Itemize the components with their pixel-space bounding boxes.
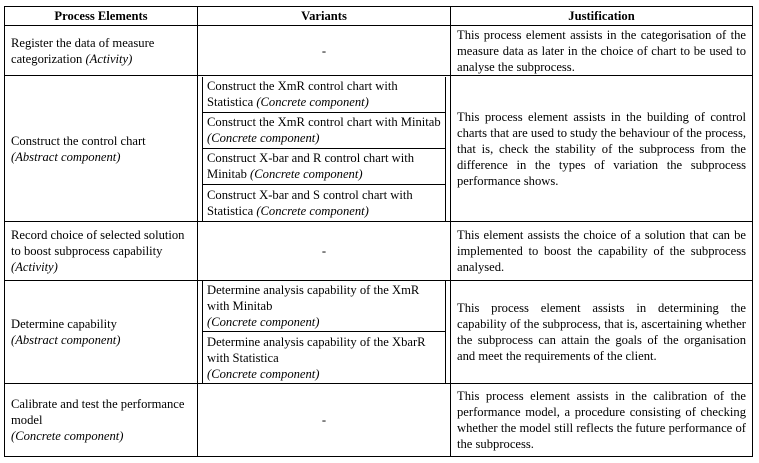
variants-cell bbox=[198, 76, 451, 222]
header-row bbox=[5, 7, 753, 26]
process-element-cell bbox=[5, 280, 198, 384]
process-element-name: Register the data of measure categorization bbox=[11, 35, 155, 66]
process-element-type: (Abstract component) bbox=[11, 149, 121, 164]
process-element-type: (Abstract component) bbox=[11, 333, 121, 348]
process-element-type: (Activity) bbox=[11, 260, 58, 275]
process-element-cell bbox=[5, 384, 198, 457]
header-process-elements: Process Elements bbox=[5, 7, 198, 26]
justification-text: This process element assists in determining the capability of the subprocess, that is, ascertaining whether the subprocess can attain the goals of the organisation and meet the requirements of the client. bbox=[457, 301, 746, 364]
process-element-cell bbox=[5, 76, 198, 222]
justification-text: This element assists the choice of a solution that can be implemented to boost the capability of the subprocess analysed. bbox=[457, 228, 746, 275]
process-element-name: Record choice of selected solution to boost subprocess capability bbox=[11, 228, 185, 259]
justification-cell bbox=[451, 384, 753, 457]
variant-type: (Concrete component) bbox=[250, 167, 363, 182]
variant-type: (Concrete component) bbox=[256, 95, 369, 110]
table-row bbox=[5, 76, 753, 222]
header-variants: Variants bbox=[198, 7, 451, 26]
justification-text: This process element assists in the categorisation of the measure data as later in the choice of chart to be used to analyse the subprocess. bbox=[457, 27, 746, 74]
variant-item bbox=[202, 332, 446, 383]
variant-type: (Concrete component) bbox=[207, 366, 320, 381]
variants-cell bbox=[198, 280, 451, 384]
variants-dash: - bbox=[198, 384, 451, 457]
variant-text: Determine analysis capability of the XbarR with Statistica bbox=[207, 334, 426, 365]
variant-item bbox=[202, 185, 446, 221]
variant-item bbox=[202, 281, 446, 332]
variants-dash: - bbox=[198, 26, 451, 76]
justification-cell bbox=[451, 76, 753, 222]
process-element-type: (Concrete component) bbox=[11, 429, 124, 444]
variant-item bbox=[202, 149, 446, 185]
header-justification: Justification bbox=[451, 7, 753, 26]
variant-type: (Concrete component) bbox=[256, 203, 369, 218]
justification-cell bbox=[451, 280, 753, 384]
justification-text: This process element assists in the building of control charts that are used to study the behaviour of the process, that is, check the stability of the subprocess from the difference in the types of variation the subprocess performance shows. bbox=[457, 109, 746, 188]
variant-text: Construct the XmR control chart with Minitab bbox=[207, 115, 441, 130]
process-elements-table bbox=[4, 6, 753, 457]
process-element-name: Calibrate and test the performance model bbox=[11, 397, 185, 428]
variant-item bbox=[202, 113, 446, 149]
variant-text: Construct X-bar and R control chart with Minitab bbox=[207, 151, 415, 182]
process-element-cell bbox=[5, 222, 198, 280]
variant-text: Construct X-bar and S control chart with Statistica bbox=[207, 187, 413, 218]
variant-type: (Concrete component) bbox=[207, 315, 320, 330]
table-row bbox=[5, 26, 753, 76]
process-element-name: Determine capability bbox=[11, 317, 117, 332]
process-element-type: (Activity) bbox=[85, 51, 133, 66]
process-element-name: Construct the control chart bbox=[11, 133, 146, 148]
table-row bbox=[5, 384, 753, 457]
variant-text: Determine analysis capability of the XmR with Minitab bbox=[207, 283, 420, 314]
variant-type: (Concrete component) bbox=[207, 131, 320, 146]
variant-text: Construct the XmR control chart with Statistica bbox=[207, 79, 398, 110]
justification-cell bbox=[451, 222, 753, 280]
table-row bbox=[5, 280, 753, 384]
process-element-cell bbox=[5, 26, 198, 76]
justification-cell bbox=[451, 26, 753, 76]
justification-text: This process element assists in the calibration of the performance model, a procedure consisting of checking whether the model still reflects the future performance of the subprocess. bbox=[457, 389, 746, 452]
table-row bbox=[5, 222, 753, 280]
variants-dash: - bbox=[198, 222, 451, 280]
variant-item bbox=[202, 77, 446, 113]
